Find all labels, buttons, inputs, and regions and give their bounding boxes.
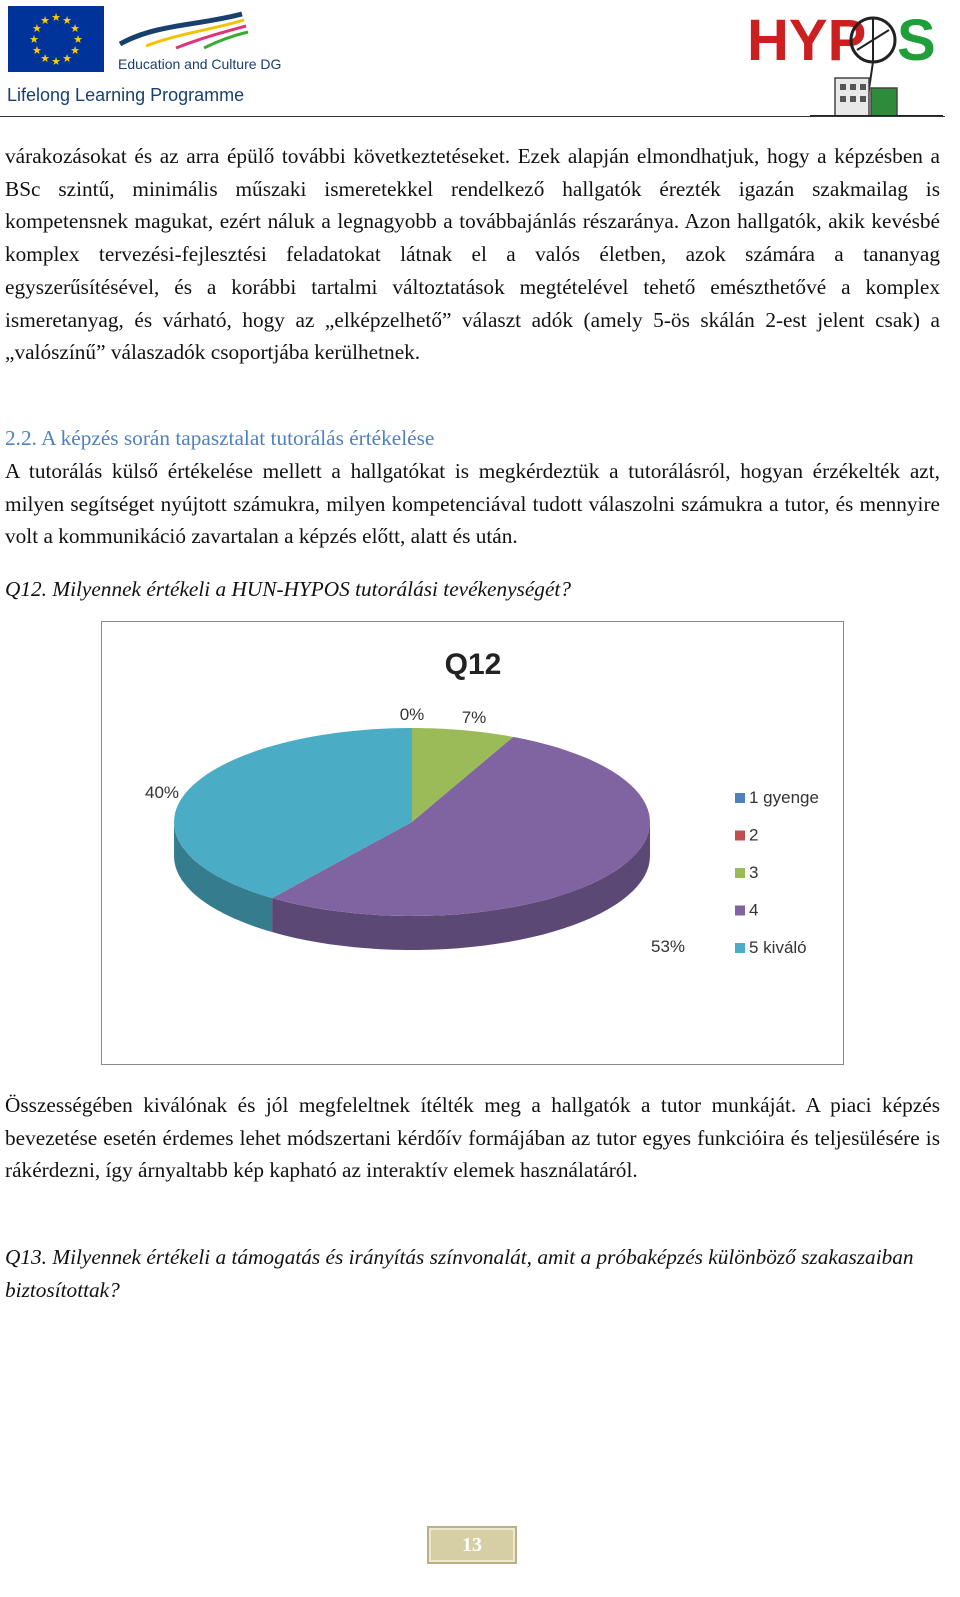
data-label-2: 7% — [461, 708, 487, 727]
data-label-3: 53% — [650, 937, 686, 956]
legend-label-4: 5 kiváló — [749, 938, 807, 957]
legend-label-3: 4 — [749, 900, 759, 920]
ec-label: Education and Culture DG — [118, 56, 282, 72]
education-culture-swoosh-logo — [116, 4, 276, 64]
svg-text:HYP: HYP — [747, 8, 867, 73]
question-12: Q12. Milyennek értékeli a HUN-HYPOS tutorálási tevékenységét? — [5, 577, 571, 601]
question-13: Q13. Milyennek értékeli a támogatás és irányítás színvonalát, amit a próbaképzés különböző szakaszaiban biztosítottak? — [5, 1245, 914, 1302]
eu-star-icon: ★ — [51, 56, 61, 68]
section-heading: 2.2. A képzés során tapasztalat tutorálás értékelése — [5, 426, 435, 450]
legend-label-0: 1 gyenge — [749, 788, 819, 807]
llp-label: Lifelong Learning Programme — [7, 85, 245, 105]
paragraph-1: várakozásokat és az arra épülő további következtetéseket. Ezek alapján elmondhatjuk, hogy a képzésben a BSc szintű, minimális műszaki ismeretekkel rendelkező hallgatók érezték igazán szakmailag is kompetensnek magukat, ezért náluk a legnagyobb a továbbajánlás részaránya. Azon hallgatók, akik kevésbé komplex tervezési-fejlesztési feladatokat látnak el a valós életben, azok számára a tananyag egyszerűsítésével, és a korábbi tartalmi változtatások megtételével tehető emészthetővé a komplex ismeretanyag, és várható, hogy az „elképzelhető” választ adók (amely 5-ös skálán 2-est jelent csak) a „valószínű” válaszadók csoportjába kerülhetnek. — [5, 144, 940, 365]
eu-star-icon: ★ — [51, 12, 61, 24]
legend-label-2: 3 — [749, 863, 759, 882]
chart-canvas — [102, 622, 845, 1066]
paragraph-3: Összességében kiválónak és jól megfeleltnek ítélték meg a hallgatók a tutor munkáját. A piaci képzés bevezetése esetén érdemes lehet módszertani kérdőív formájában az tutor egyes funkcióira és teljesülésére is rákérdezni, így árnyaltabb kép kapható az interaktív elemek használatáról. — [5, 1093, 940, 1183]
data-label-4: 40% — [144, 783, 180, 802]
eu-star-icon: ★ — [32, 45, 42, 57]
eu-star-icon: ★ — [70, 45, 80, 57]
eu-star-icon: ★ — [70, 23, 80, 35]
legend-swatch-4 — [735, 943, 745, 953]
page-header — [0, 0, 960, 120]
page-number: 13 — [427, 1526, 517, 1564]
legend-swatch-2 — [735, 868, 745, 878]
eu-star-icon: ★ — [40, 14, 50, 27]
svg-text:S: S — [897, 8, 936, 73]
eu-star-icon: ★ — [32, 23, 42, 35]
data-label-0: 0% — [399, 705, 425, 724]
eu-flag-logo — [8, 6, 104, 72]
header-divider — [0, 116, 945, 117]
eu-star-icon: ★ — [29, 34, 39, 46]
eu-star-icon: ★ — [62, 14, 72, 27]
legend-swatch-1 — [735, 831, 745, 841]
legend-swatch-0 — [735, 793, 745, 803]
legend-label-1: 2 — [749, 825, 759, 845]
hypos-logo — [745, 4, 945, 119]
eu-star-icon: ★ — [62, 53, 72, 66]
paragraph-2: A tutorálás külső értékelése mellett a hallgatókat is megkérdeztük a tutorálásról, hogyan érzékelték azt, milyen segítséget nyújtott számukra, milyen kompetenciával tudott válaszolni számukra a tutor, és mennyire volt a kommunikáció zavartalan a képzés előtt, alatt és után. — [5, 459, 940, 549]
chart-title: Q12 — [444, 648, 502, 681]
eu-star-icon: ★ — [73, 34, 83, 46]
q12-pie-chart — [101, 621, 844, 1065]
legend-swatch-3 — [735, 906, 745, 916]
eu-star-icon: ★ — [40, 53, 50, 66]
